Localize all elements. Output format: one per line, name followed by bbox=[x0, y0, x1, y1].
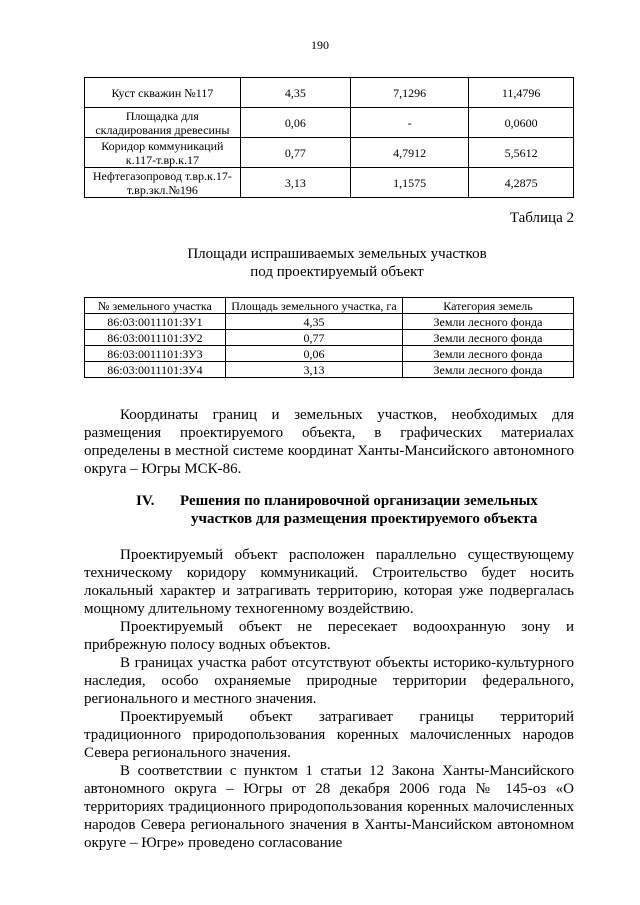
table-cell: 1,1575 bbox=[350, 168, 468, 198]
body-paragraph: Проектируемый объект затрагивает границы территорий традиционного природопользования коренных малочисленных народов Севера регионального значения. bbox=[84, 709, 574, 761]
table-row bbox=[85, 314, 574, 330]
table-cell: Земли лесного фонда bbox=[402, 330, 573, 346]
page-number: 190 bbox=[311, 38, 329, 52]
column-header: Категория земель bbox=[402, 298, 573, 314]
coordinates-paragraph: Координаты границ и земельных участков, необходимых для размещения проектируемого объекта, в графических материалах определены в местной системе координат Ханты-Мансийского автономного округа – Югры МСК-86. bbox=[84, 407, 574, 477]
table-cell: Нефтегазопровод т.вр.к.17-т.вр.зкл.№196 bbox=[85, 168, 241, 198]
table-cell: 4,35 bbox=[225, 314, 402, 330]
table-cell: 3,13 bbox=[225, 362, 402, 378]
table-title-line: Площади испрашиваемых земельных участков bbox=[187, 246, 487, 262]
table-cell: 11,4796 bbox=[469, 78, 574, 108]
table-cell: 86:03:0011101:ЗУ1 bbox=[85, 314, 226, 330]
column-header: № земельного участка bbox=[85, 298, 226, 314]
table-cell: 4,2875 bbox=[469, 168, 574, 198]
table-cell: 86:03:0011101:ЗУ4 bbox=[85, 362, 226, 378]
table-cell: 86:03:0011101:ЗУ2 bbox=[85, 330, 226, 346]
section-title-line: Решения по планировочной организации земельных bbox=[180, 493, 538, 509]
table-cell: 0,77 bbox=[225, 330, 402, 346]
table-cell: 0,77 bbox=[240, 138, 350, 168]
table-cell: Площадка для складирования древесины bbox=[85, 108, 241, 138]
table-header-row bbox=[85, 298, 574, 314]
table-cell: 86:03:0011101:ЗУ3 bbox=[85, 346, 226, 362]
table-cell: Земли лесного фонда bbox=[402, 346, 573, 362]
table-row bbox=[85, 346, 574, 362]
table-number-label: Таблица 2 bbox=[509, 210, 574, 226]
body-paragraph: Проектируемый объект не пересекает водоохранную зону и прибрежную полосу водных объектов. bbox=[84, 619, 574, 653]
table-cell: Земли лесного фонда bbox=[402, 362, 573, 378]
land-plots-table bbox=[84, 297, 574, 378]
table-row bbox=[85, 362, 574, 378]
table-cell: - bbox=[350, 108, 468, 138]
section-heading bbox=[84, 492, 574, 528]
table-row bbox=[85, 138, 574, 168]
body-paragraph: В границах участка работ отсутствуют объекты историко-культурного наследия, особо охраняемые природные территории федерального, регионального и местного значения. bbox=[84, 655, 574, 707]
table-cell: 4,35 bbox=[240, 78, 350, 108]
body-paragraph: В соответствии с пунктом 1 статьи 12 Закона Ханты-Мансийского автономного округа – Югры от 28 декабря 2006 года № 145-оз «О территориях традиционного природопользования коренных малочисленных народов Севера регионального значения в Ханты-Мансийском автономном округе – Югре» проведено согласование bbox=[84, 763, 574, 851]
column-header: Площадь земельного участка, га bbox=[225, 298, 402, 314]
table-cell: Коридор коммуникаций к.117-т.вр.к.17 bbox=[85, 138, 241, 168]
table-row bbox=[85, 78, 574, 108]
table-cell: 7,1296 bbox=[350, 78, 468, 108]
table-cell: 3,13 bbox=[240, 168, 350, 198]
table-cell: Куст скважин №117 bbox=[85, 78, 241, 108]
table-row bbox=[85, 168, 574, 198]
area-table-continuation bbox=[84, 77, 574, 198]
table-title bbox=[84, 245, 590, 281]
table-row bbox=[85, 108, 574, 138]
table-cell: 4,7912 bbox=[350, 138, 468, 168]
section-number: IV. bbox=[136, 493, 155, 509]
table-cell: 5,5612 bbox=[469, 138, 574, 168]
table-cell: 0,06 bbox=[225, 346, 402, 362]
table-title-line: под проектируемый объект bbox=[250, 264, 424, 280]
table-cell: 0,06 bbox=[240, 108, 350, 138]
table-row bbox=[85, 330, 574, 346]
body-paragraph: Проектируемый объект расположен параллельно существующему техническому коридору коммуникаций. Строительство будет носить локальный характер и затрагивать территорию, которая уже подвергалась мощному длительному техногенному воздействию. bbox=[84, 547, 574, 617]
table-cell: 0,0600 bbox=[469, 108, 574, 138]
section-title-line: участков для размещения проектируемого объекта bbox=[191, 511, 538, 527]
table-cell: Земли лесного фонда bbox=[402, 314, 573, 330]
